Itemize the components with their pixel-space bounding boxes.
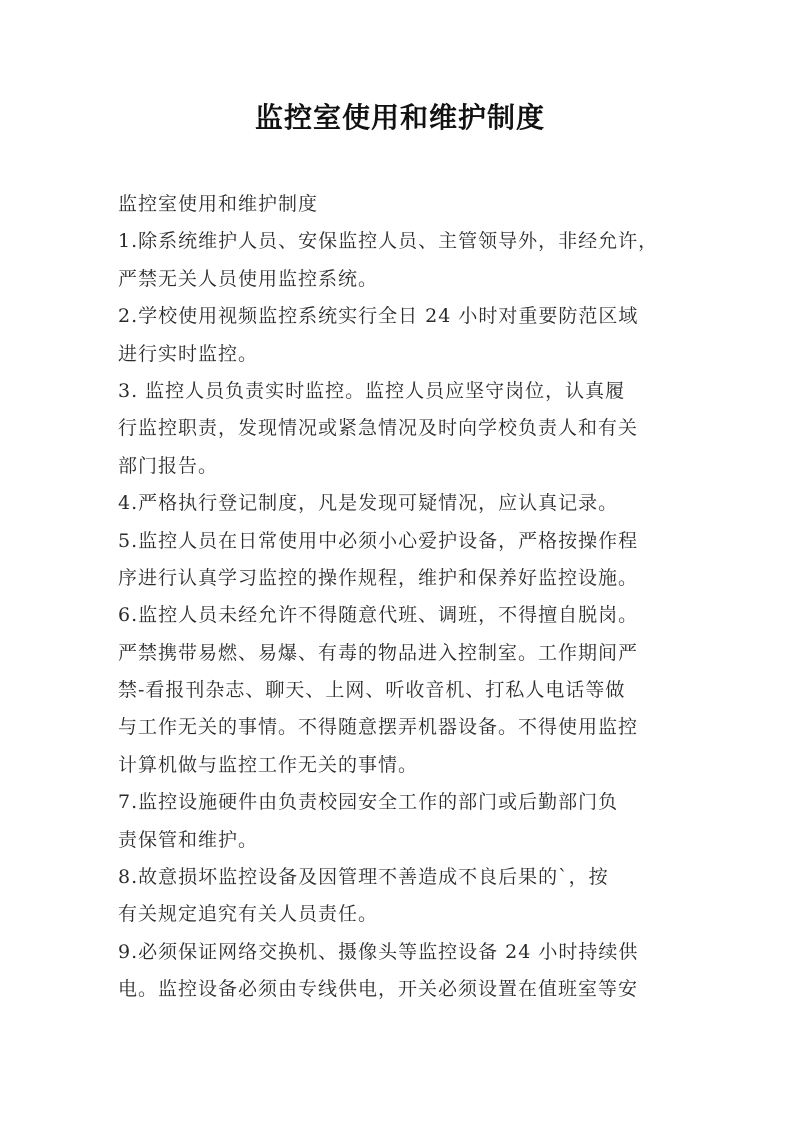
- body-line: 部门报告。: [118, 454, 219, 477]
- document-title: 监控室使用和维护制度: [254, 101, 545, 134]
- body-line: 严禁携带易燃、易爆、有毒的物品进入控制室。工作期间严: [118, 641, 639, 664]
- body-line: 禁-看报刊杂志、聊天、上网、听收音机、打私人电话等做: [118, 679, 626, 702]
- body-line: 2.学校使用视频监控系统实行全日 24 小时对重要防范区域: [118, 305, 639, 328]
- body-line: 电。监控设备必须由专线供电，开关必须设置在值班室等安: [118, 978, 639, 1001]
- body-line: 有关规定追究有关人员责任。: [118, 903, 379, 926]
- body-line: 6.监控人员未经允许不得随意代班、调班，不得擅自脱岗。: [118, 604, 639, 627]
- body-line: 与工作无关的事情。不得随意摆弄机器设备。不得使用监控: [118, 716, 639, 739]
- body-line: 8.故意损坏监控设备及因管理不善造成不良后果的`，按: [118, 866, 609, 889]
- body-line: 进行实时监控。: [118, 342, 259, 365]
- body-line: 7.监控设施硬件由负责校园安全工作的部门或后勤部门负: [118, 791, 619, 814]
- body-line: 序进行认真学习监控的操作规程，维护和保养好监控设施。: [118, 566, 639, 589]
- body-line: 责保管和维护。: [118, 828, 259, 851]
- document-body: [118, 186, 698, 1009]
- body-line: 4.严格执行登记制度，凡是发现可疑情况，应认真记录。: [118, 492, 619, 515]
- body-line: 行监控职责，发现情况或紧急情况及时向学校负责人和有关: [118, 417, 639, 440]
- body-line: 9.必须保证网络交换机、摄像头等监控设备 24 小时持续供: [118, 940, 639, 963]
- body-line: 1.除系统维护人员、安保监控人员、主管领导外，非经允许，: [118, 230, 659, 253]
- body-line: 严禁无关人员使用监控系统。: [118, 267, 379, 290]
- body-line: 监控室使用和维护制度: [118, 193, 319, 215]
- body-line: 3. 监控人员负责实时监控。监控人员应坚守岗位，认真履: [118, 379, 626, 402]
- body-line: 5.监控人员在日常使用中必须小心爱护设备，严格按操作程: [118, 529, 639, 552]
- body-line: 计算机做与监控工作无关的事情。: [118, 753, 419, 776]
